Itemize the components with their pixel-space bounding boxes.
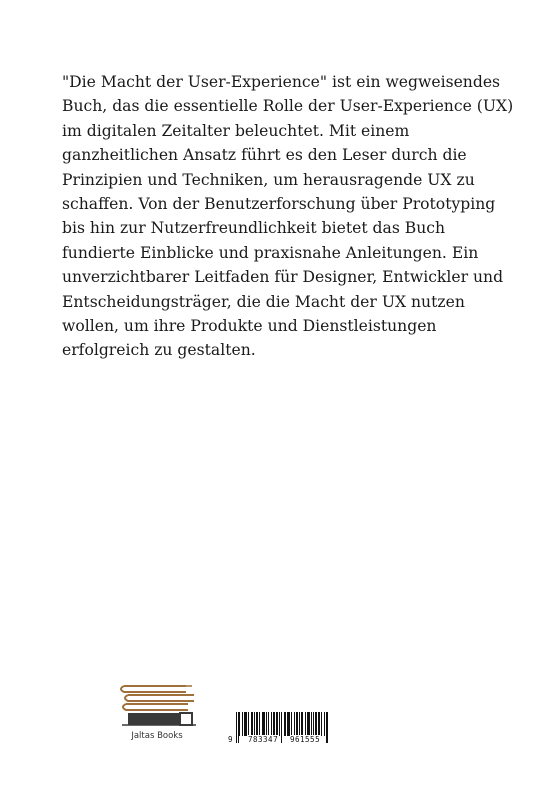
blurb-line: schaffen. Von der Benutzerforschung über Prototyping bbox=[62, 195, 496, 214]
barcode-bar bbox=[281, 712, 282, 743]
barcode-bar bbox=[238, 712, 239, 743]
barcode-bar bbox=[242, 712, 243, 736]
barcode-bar bbox=[262, 712, 263, 736]
blurb-line: "Die Macht der User-Experience" ist ein wegweisendes bbox=[62, 73, 501, 91]
publisher-logo-block bbox=[112, 680, 202, 744]
barcode-bar bbox=[284, 712, 285, 736]
barcode-bar bbox=[257, 712, 258, 736]
blurb-line: ganzheitlichen Ansatz führt es den Leser durch die bbox=[62, 146, 467, 165]
barcode-bar bbox=[327, 712, 328, 743]
barcode-bar bbox=[308, 712, 309, 736]
barcode-digit-group-left: 783347 bbox=[248, 735, 279, 744]
barcode-bar bbox=[297, 712, 298, 736]
barcode-bar bbox=[277, 712, 278, 736]
blurb-line: bis hin zur Nutzerfreundlichkeit bietet das Buch bbox=[62, 219, 446, 238]
barcode-bar bbox=[236, 712, 237, 743]
barcode-bar bbox=[289, 712, 290, 736]
blurb-line: im digitalen Zeitalter beleuchtet. Mit einem bbox=[62, 121, 410, 140]
barcode-bar bbox=[313, 712, 314, 736]
barcode-bar bbox=[276, 712, 277, 736]
barcode-bar bbox=[252, 712, 253, 736]
barcode-bar bbox=[299, 712, 300, 736]
blurb-line: Buch, das die essentielle Rolle der User-Experience (UX) bbox=[62, 97, 514, 116]
blurb-line: fundierte Einblicke und praxisnahe Anleitungen. Ein bbox=[62, 243, 479, 262]
barcode-bar bbox=[287, 712, 288, 736]
stacked-books-icon bbox=[114, 680, 200, 730]
barcode-bar bbox=[288, 712, 289, 736]
blurb-line: erfolgreich zu gestalten. bbox=[62, 341, 256, 360]
barcode-bar bbox=[316, 712, 317, 736]
barcode-bar bbox=[305, 712, 306, 736]
barcode-bar bbox=[296, 712, 297, 736]
barcode-bar bbox=[279, 712, 280, 736]
blurb-line: wollen, um ihre Produkte und Dienstleistungen bbox=[62, 317, 437, 336]
barcode-bar bbox=[321, 712, 322, 736]
barcode-bar bbox=[264, 712, 265, 736]
barcode-bar bbox=[274, 712, 275, 736]
barcode-bar bbox=[259, 712, 260, 736]
barcode-bar bbox=[244, 712, 245, 736]
barcode-bar bbox=[239, 712, 240, 736]
barcode-bar bbox=[319, 712, 320, 736]
barcode-bar bbox=[301, 712, 302, 736]
barcode-bar bbox=[315, 712, 316, 736]
barcode-bar bbox=[318, 712, 319, 736]
barcode-bar bbox=[294, 712, 295, 736]
barcode-digit-first: 9 bbox=[228, 735, 234, 744]
barcode-bar bbox=[291, 712, 292, 736]
blurb-line: Prinzipien und Techniken, um herausragende UX zu bbox=[62, 170, 475, 189]
barcode-bar bbox=[248, 712, 249, 736]
barcode-bar bbox=[263, 712, 264, 736]
barcode-bar bbox=[266, 712, 267, 736]
barcode-bar bbox=[268, 712, 269, 736]
barcode-bar bbox=[302, 712, 303, 736]
barcode-bar bbox=[326, 712, 327, 743]
barcode-bar bbox=[285, 712, 286, 736]
barcode-bar bbox=[309, 712, 310, 736]
barcode-bar bbox=[311, 712, 312, 736]
barcode-bar bbox=[256, 712, 257, 736]
barcode-bar bbox=[324, 712, 325, 736]
barcode-bar bbox=[246, 712, 247, 736]
barcode-bar bbox=[251, 712, 252, 736]
blurb-line: unverzichtbarer Leitfaden für Designer, Entwickler und bbox=[62, 268, 504, 287]
publisher-name: Jaltas Books bbox=[131, 731, 183, 741]
barcode-digit-group-right: 961555 bbox=[290, 735, 321, 744]
barcode-bar bbox=[273, 712, 274, 736]
blurb-line: Entscheidungsträger, die die Macht der UX nutzen bbox=[62, 292, 465, 311]
barcode-bar bbox=[307, 712, 308, 736]
isbn-barcode bbox=[230, 712, 330, 746]
barcode-bar bbox=[254, 712, 255, 736]
barcode-bar bbox=[245, 712, 246, 736]
barcode-bar bbox=[271, 712, 272, 736]
back-cover-blurb bbox=[62, 70, 514, 363]
